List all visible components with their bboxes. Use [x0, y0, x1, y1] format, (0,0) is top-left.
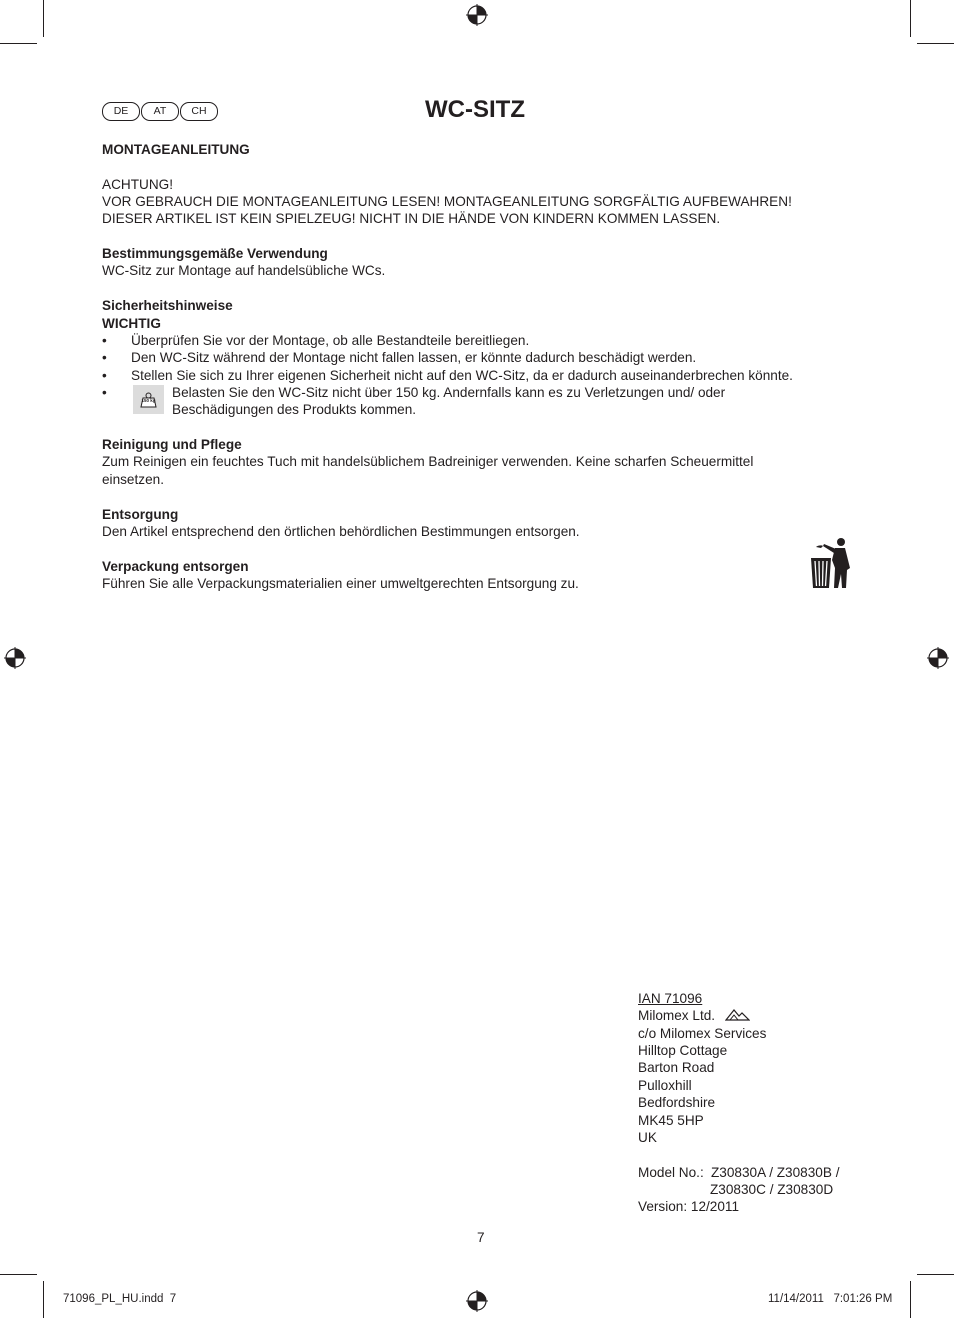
safety-subheading: WICHTIG: [102, 316, 161, 331]
version: Version: 12/2011: [638, 1199, 740, 1214]
model-numbers: Z30830C / Z30830D: [710, 1182, 834, 1197]
model-numbers: Z30830A / Z30830B /: [711, 1165, 840, 1180]
address-line: Pulloxhill: [638, 1078, 692, 1093]
ian-number: IAN 71096: [638, 991, 703, 1006]
footer-time: 7:01:26 PM: [833, 1293, 893, 1305]
crop-mark: [0, 43, 37, 44]
list-item: Überprüfen Sie vor der Montage, ob alle Bestandteile bereitliegen.: [131, 333, 530, 348]
list-item: Stellen Sie sich zu Ihrer eigenen Sicherheit nicht auf den WC-Sitz, da er dadurch auseinanderbrechen könnte.: [131, 368, 793, 383]
list-item-continued: Beschädigungen des Produkts kommen.: [172, 402, 417, 417]
footer-filename: 71096_PL_HU.indd: [63, 1293, 164, 1305]
address-line: Bedfordshire: [638, 1095, 716, 1110]
section-heading: MONTAGEANLEITUNG: [102, 142, 250, 157]
address-line: UK: [638, 1130, 657, 1145]
bullet-marker: •: [102, 333, 107, 348]
crop-mark: [917, 43, 954, 44]
address-line: c/o Milomex Services: [638, 1026, 767, 1041]
list-item: Belasten Sie den WC-Sitz nicht über 150 kg. Andernfalls kann es zu Verletzungen und/ oder: [172, 385, 726, 400]
usage-text: WC-Sitz zur Montage auf handelsübliche WCs.: [102, 263, 386, 278]
crop-mark: [43, 0, 44, 37]
page-number: 7: [477, 1230, 485, 1245]
warning-line: ACHTUNG!: [102, 177, 173, 192]
cleaning-text: Zum Reinigen ein feuchtes Tuch mit handelsüblichem Badreiniger verwenden. Keine scharfen Scheuermittel: [102, 454, 754, 469]
footer-timestamp: [768, 1293, 892, 1305]
warning-line: VOR GEBRAUCH DIE MONTAGEANLEITUNG LESEN! MONTAGEANLEITUNG SORGFÄLTIG AUFBEWAHREN!: [102, 194, 792, 209]
country-badge-at: AT: [141, 102, 179, 121]
cleaning-heading: Reinigung und Pflege: [102, 437, 242, 452]
cleaning-text: einsetzen.: [102, 472, 164, 487]
crop-mark: [910, 1281, 911, 1318]
packaging-heading: Verpackung entsorgen: [102, 559, 249, 574]
disposal-heading: Entsorgung: [102, 507, 179, 522]
address-line: MK45 5HP: [638, 1113, 704, 1128]
registration-mark-icon: [4, 647, 26, 669]
footer-file-page: 7: [169, 1293, 177, 1305]
registration-mark-icon: [927, 647, 949, 669]
packaging-text: Führen Sie alle Verpackungsmaterialien einer umweltgerechten Entsorgung zu.: [102, 576, 579, 591]
crop-mark: [910, 0, 911, 37]
address-line: Hilltop Cottage: [638, 1043, 728, 1058]
bullet-marker: •: [102, 368, 107, 383]
country-badge-ch: CH: [180, 102, 218, 121]
crop-mark: [917, 1274, 954, 1275]
company-logo-icon: [725, 1008, 750, 1022]
safety-heading: Sicherheitshinweise: [102, 298, 233, 313]
warning-line: DIESER ARTIKEL IST KEIN SPIELZEUG! NICHT IN DIE HÄNDE VON KINDERN KOMMEN LASSEN.: [102, 211, 721, 226]
bullet-marker: •: [102, 350, 107, 365]
model-label: Model No.:: [638, 1165, 704, 1180]
crop-mark: [0, 1274, 37, 1275]
weight-limit-icon: [133, 385, 164, 414]
page-title: WC-SITZ: [425, 96, 525, 123]
bullet-marker: •: [102, 385, 107, 400]
weight-limit-label: 150 kg: [141, 398, 156, 403]
footer-date: 11/14/2011: [768, 1293, 824, 1305]
company-name: Milomex Ltd.: [638, 1008, 716, 1023]
address-line: Barton Road: [638, 1060, 715, 1075]
registration-mark-icon: [466, 4, 488, 26]
disposal-text: Den Artikel entsprechend den örtlichen behördlichen Bestimmungen entsorgen.: [102, 524, 580, 539]
footer-file: [63, 1293, 176, 1305]
usage-heading: Bestimmungsgemäße Verwendung: [102, 246, 328, 261]
tidyman-disposal-icon: [810, 536, 854, 590]
registration-mark-icon: [466, 1290, 488, 1312]
country-badge-de: DE: [102, 102, 140, 121]
list-item: Den WC-Sitz während der Montage nicht fallen lassen, er könnte dadurch beschädigt werden.: [131, 350, 697, 365]
crop-mark: [43, 1281, 44, 1318]
